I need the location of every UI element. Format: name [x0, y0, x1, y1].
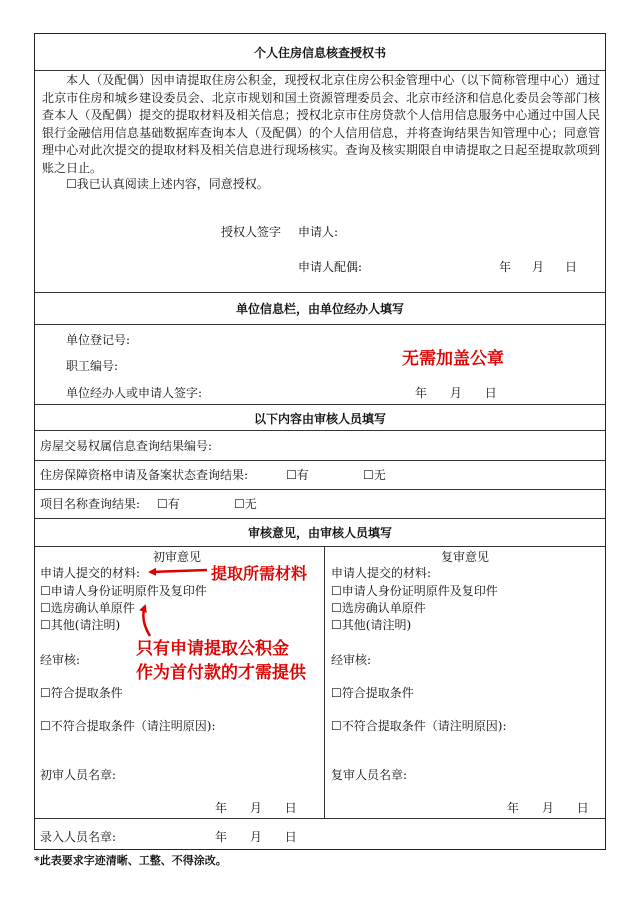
divider: [35, 404, 605, 405]
unit-section-header: 单位信息栏，由单位经办人填写: [235, 302, 404, 316]
second-room-checkbox[interactable]: ☐选房确认单原件: [331, 601, 426, 615]
divider: [35, 818, 605, 819]
project-yes-checkbox[interactable]: ☐有: [157, 497, 180, 511]
housing-query-label: 房屋交易权属信息查询结果编号:: [40, 439, 213, 453]
second-checked-label: 经审核:: [331, 653, 372, 667]
security-no-checkbox[interactable]: ☐无: [363, 468, 386, 482]
second-reviewer-label: 复审人员名章:: [331, 768, 408, 782]
no-stamp-annotation: 无需加盖公章: [402, 349, 504, 369]
unit-date: 年 月 日: [415, 386, 497, 400]
signer-label: 授权人签字: [221, 225, 282, 239]
spouse-signature-label: 申请人配偶:: [298, 260, 363, 274]
second-materials-label: 申请人提交的材料:: [331, 566, 432, 580]
first-ok-checkbox[interactable]: ☐符合提取条件: [40, 686, 123, 700]
second-review-title: 复审意见: [441, 550, 490, 564]
only-first-payment-annotation-line1: 只有申请提取公积金: [136, 639, 289, 659]
divider: [35, 546, 605, 547]
column-divider: [324, 546, 325, 818]
second-review-date: 年 月 日: [507, 801, 589, 815]
divider: [35, 518, 605, 519]
security-query-label: 住房保障资格申请及备案状态查询结果:: [40, 468, 249, 482]
first-materials-label: 申请人提交的材料:: [40, 566, 141, 580]
unit-reg-no-label: 单位登记号:: [66, 333, 131, 347]
first-reviewer-label: 初审人员名章:: [40, 768, 117, 782]
divider: [35, 489, 605, 490]
first-review-date: 年 月 日: [215, 801, 297, 815]
second-ok-checkbox[interactable]: ☐符合提取条件: [331, 686, 414, 700]
divider: [35, 430, 605, 431]
opinion-section-header: 审核意见，由审核人员填写: [247, 526, 392, 540]
authorization-paragraph: [42, 72, 600, 178]
second-other-checkbox[interactable]: ☐其他(请注明): [331, 618, 412, 632]
first-notok-checkbox[interactable]: ☐不符合提取条件（请注明原因):: [40, 719, 216, 733]
divider: [35, 324, 605, 325]
first-checked-label: 经审核:: [40, 653, 81, 667]
project-no-checkbox[interactable]: ☐无: [234, 497, 257, 511]
date-year: 年: [499, 260, 512, 274]
first-review-title: 初审意见: [153, 550, 202, 564]
second-id-checkbox[interactable]: ☐申请人身份证明原件及复印件: [331, 584, 498, 598]
second-notok-checkbox[interactable]: ☐不符合提取条件（请注明原因):: [331, 719, 507, 733]
form-title: 个人住房信息核查授权书: [253, 46, 386, 60]
authorization-text: 本人（及配偶）因申请提取住房公积金，现授权北京住房公积金管理中心（以下简称管理中心）通过北京市住房和城乡建设委员会、北京市规划和国土资源管理委员会、北京市经济和信息化委员会等部门核查本人（及配偶）提交的提取材料及相关信息；授权北京市住房贷款个人信用信息服务中心通过中国人民银行金融信用信息基础数据库查询本人（及配偶）的个人信用信息，并将查询结果告知管理中心；同意管理中心对此次提交的提取材料及相关信息进行现场核实。查询及核实期限自申请提取之日起至提取款项到账之日止。: [42, 73, 600, 175]
only-first-payment-annotation-line2: 作为首付款的才需提供: [136, 663, 306, 683]
applicant-signature-label: 申请人:: [298, 225, 339, 239]
footnote: *此表要求字迹清晰、工整、不得涂改。: [34, 854, 227, 867]
first-room-checkbox[interactable]: ☐选房确认单原件: [40, 601, 135, 615]
first-id-checkbox[interactable]: ☐申请人身份证明原件及复印件: [40, 584, 207, 598]
employee-no-label: 职工编号:: [66, 359, 119, 373]
first-other-checkbox[interactable]: ☐其他(请注明): [40, 618, 121, 632]
required-materials-annotation: 提取所需材料: [211, 564, 308, 583]
security-yes-checkbox[interactable]: ☐有: [286, 468, 309, 482]
divider: [35, 460, 605, 461]
divider: [35, 70, 605, 71]
project-query-label: 项目名称查询结果:: [40, 497, 141, 511]
date-day: 日: [565, 260, 578, 274]
review-section-header: 以下内容由审核人员填写: [253, 412, 386, 426]
authorization-form: [34, 33, 606, 850]
entry-date: 年 月 日: [215, 830, 297, 844]
entry-label: 录入人员名章:: [40, 830, 117, 844]
unit-signature-label: 单位经办人或申请人签字:: [66, 386, 203, 400]
consent-checkbox[interactable]: ☐我已认真阅读上述内容，同意授权。: [66, 177, 269, 191]
divider: [35, 292, 605, 293]
date-month: 月: [532, 260, 545, 274]
